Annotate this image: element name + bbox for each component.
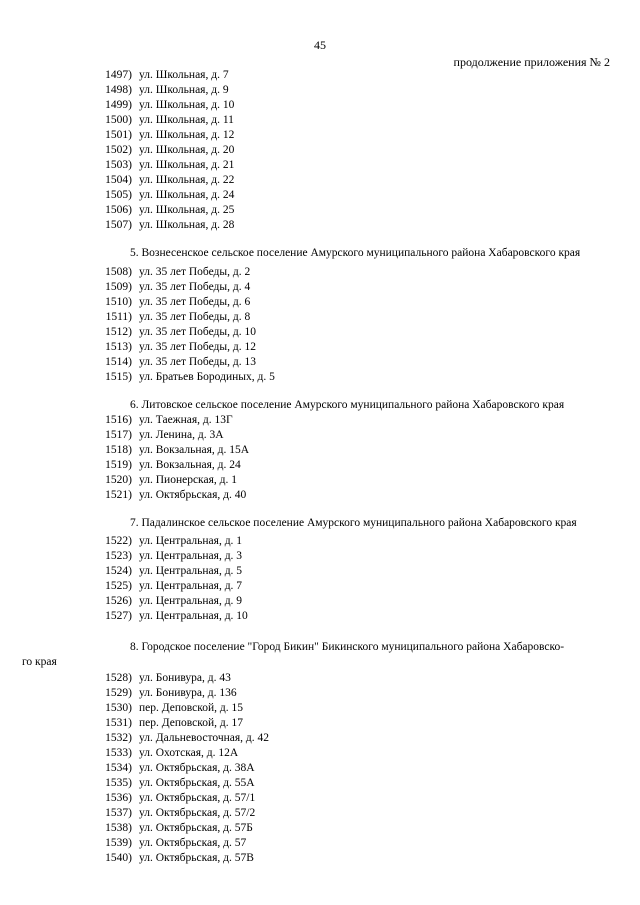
item-number: 1502)	[105, 144, 132, 156]
item-number: 1536)	[105, 792, 132, 804]
section-8-heading-line2: го края	[22, 656, 57, 668]
list-item	[0, 671, 640, 686]
item-address: ул. Октябрьская, д. 57В	[139, 852, 254, 864]
address-list-section-7	[0, 534, 640, 624]
item-number: 1512)	[105, 326, 132, 338]
item-address: ул. Дальневосточная, д. 42	[139, 732, 270, 744]
item-number: 1503)	[105, 159, 132, 171]
item-number: 1538)	[105, 822, 132, 834]
item-number: 1511)	[105, 311, 132, 323]
item-address: ул. 35 лет Победы, д. 12	[139, 341, 256, 353]
list-item	[0, 836, 640, 851]
list-item	[0, 188, 640, 203]
item-address: ул. 35 лет Победы, д. 8	[139, 311, 251, 323]
item-number: 1497)	[105, 69, 132, 81]
item-address: ул. Таежная, д. 13Г	[139, 414, 233, 426]
item-number: 1501)	[105, 129, 132, 141]
item-number: 1510)	[105, 296, 132, 308]
list-item	[0, 340, 640, 355]
item-address: ул. Вокзальная, д. 15А	[139, 444, 250, 456]
list-item	[0, 776, 640, 791]
list-item	[0, 534, 640, 549]
item-number: 1504)	[105, 174, 132, 186]
list-item	[0, 428, 640, 443]
address-list-section-8	[0, 671, 640, 866]
item-address: ул. Центральная, д. 5	[139, 565, 243, 577]
item-number: 1530)	[105, 702, 132, 714]
item-number: 1499)	[105, 99, 132, 111]
list-item	[0, 458, 640, 473]
item-address: ул. Центральная, д. 10	[139, 610, 248, 622]
section-7-heading: 7. Падалинское сельское поселение Амурского муниципального района Хабаровского края	[130, 517, 577, 529]
list-item	[0, 143, 640, 158]
item-address: пер. Деповской, д. 17	[139, 717, 243, 729]
list-item	[0, 355, 640, 370]
item-number: 1526)	[105, 595, 132, 607]
item-address: ул. 35 лет Победы, д. 2	[139, 266, 251, 278]
item-number: 1513)	[105, 341, 132, 353]
item-address: ул. Школьная, д. 9	[139, 84, 229, 96]
item-address: ул. Октябрьская, д. 55А	[139, 777, 255, 789]
item-number: 1529)	[105, 687, 132, 699]
item-number: 1507)	[105, 219, 132, 231]
item-number: 1522)	[105, 535, 132, 547]
item-address: ул. Центральная, д. 1	[139, 535, 243, 547]
item-address: ул. Охотская, д. 12А	[139, 747, 239, 759]
list-item	[0, 549, 640, 564]
list-item	[0, 218, 640, 233]
list-item	[0, 203, 640, 218]
list-item	[0, 791, 640, 806]
list-item	[0, 280, 640, 295]
item-address: ул. Школьная, д. 12	[139, 129, 235, 141]
list-item	[0, 609, 640, 624]
list-item	[0, 579, 640, 594]
item-address: ул. Октябрьская, д. 57Б	[139, 822, 253, 834]
item-number: 1509)	[105, 281, 132, 293]
list-item	[0, 851, 640, 866]
item-address: ул. Школьная, д. 7	[139, 69, 229, 81]
item-number: 1534)	[105, 762, 132, 774]
list-item	[0, 83, 640, 98]
list-item	[0, 128, 640, 143]
item-number: 1537)	[105, 807, 132, 819]
item-address: пер. Деповской, д. 15	[139, 702, 243, 714]
item-number: 1539)	[105, 837, 132, 849]
list-item	[0, 113, 640, 128]
item-address: ул. Октябрьская, д. 38А	[139, 762, 255, 774]
item-address: ул. Октябрьская, д. 40	[139, 489, 247, 501]
item-number: 1514)	[105, 356, 132, 368]
item-address: ул. Школьная, д. 21	[139, 159, 235, 171]
item-number: 1532)	[105, 732, 132, 744]
list-item	[0, 265, 640, 280]
item-address: ул. Пионерская, д. 1	[139, 474, 237, 486]
list-item	[0, 310, 640, 325]
item-number: 1540)	[105, 852, 132, 864]
item-number: 1523)	[105, 550, 132, 562]
list-item	[0, 98, 640, 113]
item-address: ул. Школьная, д. 22	[139, 174, 235, 186]
page-number: 45	[314, 38, 326, 52]
list-item	[0, 716, 640, 731]
list-item	[0, 370, 640, 385]
list-item	[0, 686, 640, 701]
item-address: ул. 35 лет Победы, д. 10	[139, 326, 256, 338]
item-address: ул. Октябрьская, д. 57/1	[139, 792, 256, 804]
item-number: 1518)	[105, 444, 132, 456]
item-address: ул. Октябрьская, д. 57	[139, 837, 247, 849]
item-number: 1498)	[105, 84, 132, 96]
item-address: ул. Центральная, д. 9	[139, 595, 243, 607]
item-number: 1516)	[105, 414, 132, 426]
item-number: 1527)	[105, 610, 132, 622]
item-address: ул. Школьная, д. 11	[139, 114, 234, 126]
section-8-heading-line1: 8. Городское поселение "Город Бикин" Бикинского муниципального района Хабаровско-	[130, 641, 565, 653]
list-item	[0, 821, 640, 836]
item-number: 1528)	[105, 672, 132, 684]
item-number: 1506)	[105, 204, 132, 216]
item-number: 1533)	[105, 747, 132, 759]
item-address: ул. Школьная, д. 24	[139, 189, 235, 201]
list-item	[0, 473, 640, 488]
list-item	[0, 325, 640, 340]
address-list-section-5	[0, 265, 640, 385]
item-address: ул. Школьная, д. 25	[139, 204, 235, 216]
item-address: ул. Центральная, д. 7	[139, 580, 243, 592]
item-number: 1524)	[105, 565, 132, 577]
address-list-1	[0, 68, 640, 233]
item-number: 1521)	[105, 489, 132, 501]
list-item	[0, 731, 640, 746]
list-item	[0, 413, 640, 428]
list-item	[0, 295, 640, 310]
item-address: ул. Школьная, д. 28	[139, 219, 235, 231]
list-item	[0, 746, 640, 761]
item-number: 1500)	[105, 114, 132, 126]
list-item	[0, 806, 640, 821]
item-number: 1515)	[105, 371, 132, 383]
item-number: 1525)	[105, 580, 132, 592]
item-number: 1505)	[105, 189, 132, 201]
item-address: ул. Октябрьская, д. 57/2	[139, 807, 256, 819]
item-address: ул. 35 лет Победы, д. 13	[139, 356, 256, 368]
item-number: 1508)	[105, 266, 132, 278]
section-8-heading	[0, 640, 640, 670]
list-item	[0, 158, 640, 173]
list-item	[0, 701, 640, 716]
continuation-note: продолжение приложения № 2	[453, 55, 610, 69]
list-item	[0, 173, 640, 188]
item-number: 1517)	[105, 429, 132, 441]
address-list-section-6	[0, 413, 640, 503]
list-item	[0, 761, 640, 776]
list-item	[0, 564, 640, 579]
item-address: ул. 35 лет Победы, д. 6	[139, 296, 251, 308]
item-address: ул. Школьная, д. 20	[139, 144, 235, 156]
list-item	[0, 68, 640, 83]
item-number: 1531)	[105, 717, 132, 729]
item-address: ул. Вокзальная, д. 24	[139, 459, 241, 471]
item-address: ул. Центральная, д. 3	[139, 550, 243, 562]
item-address: ул. Школьная, д. 10	[139, 99, 235, 111]
section-6-heading: 6. Литовское сельское поселение Амурского муниципального района Хабаровского края	[130, 399, 565, 411]
item-number: 1535)	[105, 777, 132, 789]
item-address: ул. 35 лет Победы, д. 4	[139, 281, 251, 293]
item-address: ул. Ленина, д. 3А	[139, 429, 224, 441]
item-address: ул. Бонивура, д. 43	[139, 672, 231, 684]
item-number: 1519)	[105, 459, 132, 471]
item-number: 1520)	[105, 474, 132, 486]
list-item	[0, 488, 640, 503]
list-item	[0, 594, 640, 609]
section-5-heading: 5. Вознесенское сельское поселение Амурского муниципального района Хабаровского края	[130, 247, 581, 259]
item-address: ул. Бонивура, д. 136	[139, 687, 237, 699]
item-address: ул. Братьев Бородиных, д. 5	[139, 371, 275, 383]
list-item	[0, 443, 640, 458]
